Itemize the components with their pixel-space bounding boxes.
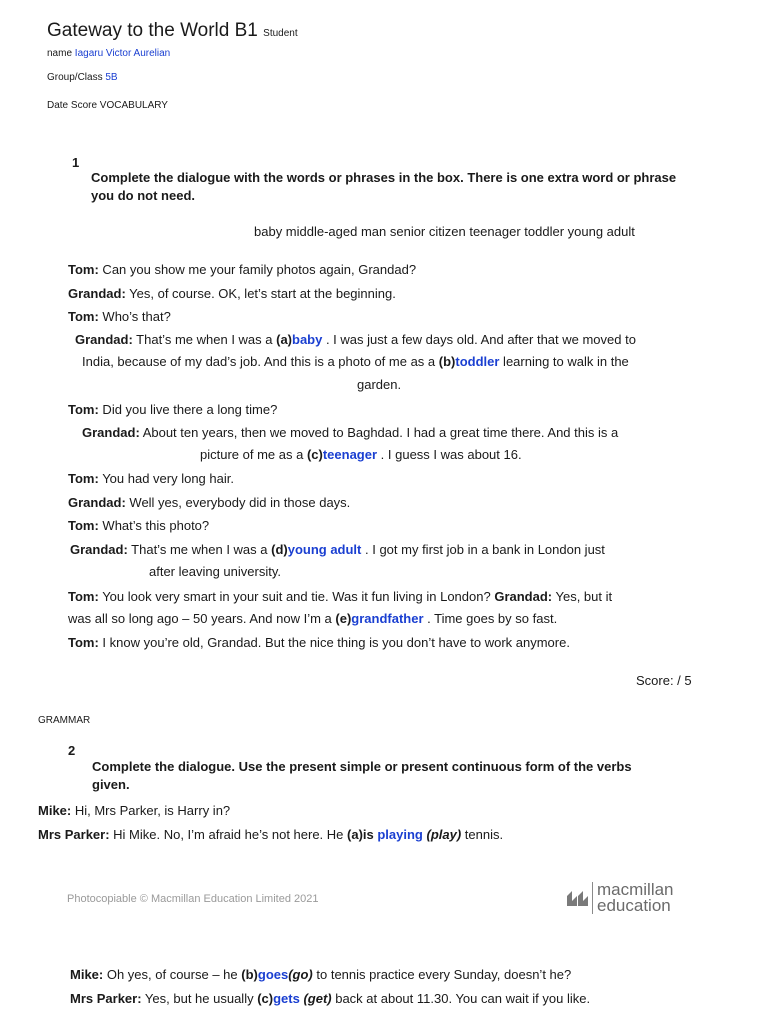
logo-line-1: macmillan	[597, 880, 674, 899]
dialogue-line: Tom: What’s this photo?	[68, 518, 210, 533]
dialogue-line: Mrs Parker: Yes, but he usually (c)gets (get) back at about 11.30. You can wait if you like.	[70, 991, 591, 1006]
title-text: Gateway to the World B1	[47, 20, 258, 41]
macmillan-logo	[566, 882, 674, 914]
macmillan-logo-icon	[566, 888, 592, 908]
name-line	[47, 48, 170, 59]
word-box: baby middle-aged man senior citizen teenager toddler young adult	[254, 224, 635, 239]
dialogue-line: Grandad: That’s me when I was a (a)baby . I was just a few days old. And after that we moved to	[75, 332, 636, 347]
group-value: 5B	[105, 72, 118, 83]
dialogue-line: Tom: Who’s that?	[68, 309, 171, 324]
dialogue-line: Tom: I know you’re old, Grandad. But the nice thing is you don’t have to work anymore.	[68, 635, 570, 650]
score: Score: / 5	[636, 673, 692, 688]
group-line	[47, 72, 118, 83]
dialogue-line: Tom: Can you show me your family photos again, Grandad?	[68, 262, 417, 277]
answer-b: goes	[257, 967, 289, 982]
dialogue-line: Mike: Hi, Mrs Parker, is Harry in?	[38, 803, 231, 818]
dialogue-line: picture of me as a (c)teenager . I guess I was about 16.	[200, 447, 522, 462]
dialogue-line: Tom: Did you live there a long time?	[68, 402, 278, 417]
answer-e: grandfather	[351, 611, 424, 626]
name-value: Iagaru Victor Aurelian	[74, 48, 171, 59]
answer-c: gets	[273, 991, 300, 1006]
title-suffix: Student	[263, 28, 298, 39]
dialogue-line: Mike: Oh yes, of course – he (b)goes(go) to tennis practice every Sunday, doesn’t he?	[70, 967, 572, 982]
dialogue-line: was all so long ago – 50 years. And now I’m a (e)grandfather . Time goes by so fast.	[68, 611, 558, 626]
dialogue-line: Mrs Parker: Hi Mike. No, I’m afraid he’s not here. He (a)is playing (play) tennis.	[38, 827, 504, 842]
answer-a: playing	[377, 827, 423, 842]
dialogue-line: garden.	[357, 377, 402, 392]
answer-a: baby	[292, 332, 323, 347]
group-label: Group/Class	[47, 72, 103, 83]
answer-b: toddler	[455, 354, 500, 369]
exercise-number: 1	[72, 155, 80, 170]
dialogue-line: after leaving university.	[149, 564, 281, 579]
section-heading: GRAMMAR	[38, 715, 91, 726]
logo-line-2: education	[597, 896, 671, 915]
exercise-instruction: Complete the dialogue with the words or phrases in the box. There is one extra word or phrase you do not need.	[91, 170, 677, 203]
dialogue-line: Grandad: Well yes, everybody did in those days.	[68, 495, 351, 510]
answer-d: young adult	[287, 542, 362, 557]
dialogue-line: Tom: You look very smart in your suit and tie. Was it fun living in London? Grandad: Yes, but it	[68, 589, 613, 604]
dialogue-line: Grandad: That’s me when I was a (d)young adult . I got my first job in a bank in London just	[70, 542, 605, 557]
date-score-line: Date Score VOCABULARY	[47, 100, 168, 111]
answer-c: teenager	[322, 447, 378, 462]
dialogue-line: Grandad: About ten years, then we moved to Baghdad. I had a great time there. And this is a	[82, 425, 619, 440]
name-label: name	[47, 48, 73, 59]
exercise-instruction: Complete the dialogue. Use the present simple or present continuous form of the verbs given.	[92, 759, 632, 792]
exercise-number: 2	[68, 743, 76, 758]
page-title	[47, 20, 298, 42]
dialogue-line: Grandad: Yes, of course. OK, let’s start at the beginning.	[68, 286, 396, 301]
copyright-notice: Photocopiable © Macmillan Education Limited 2021	[67, 893, 319, 905]
dialogue-line: Tom: You had very long hair.	[68, 471, 234, 486]
logo-wordmark	[592, 882, 674, 914]
dialogue-line: India, because of my dad’s job. And this is a photo of me as a (b)toddler learning to walk in the	[82, 354, 629, 369]
